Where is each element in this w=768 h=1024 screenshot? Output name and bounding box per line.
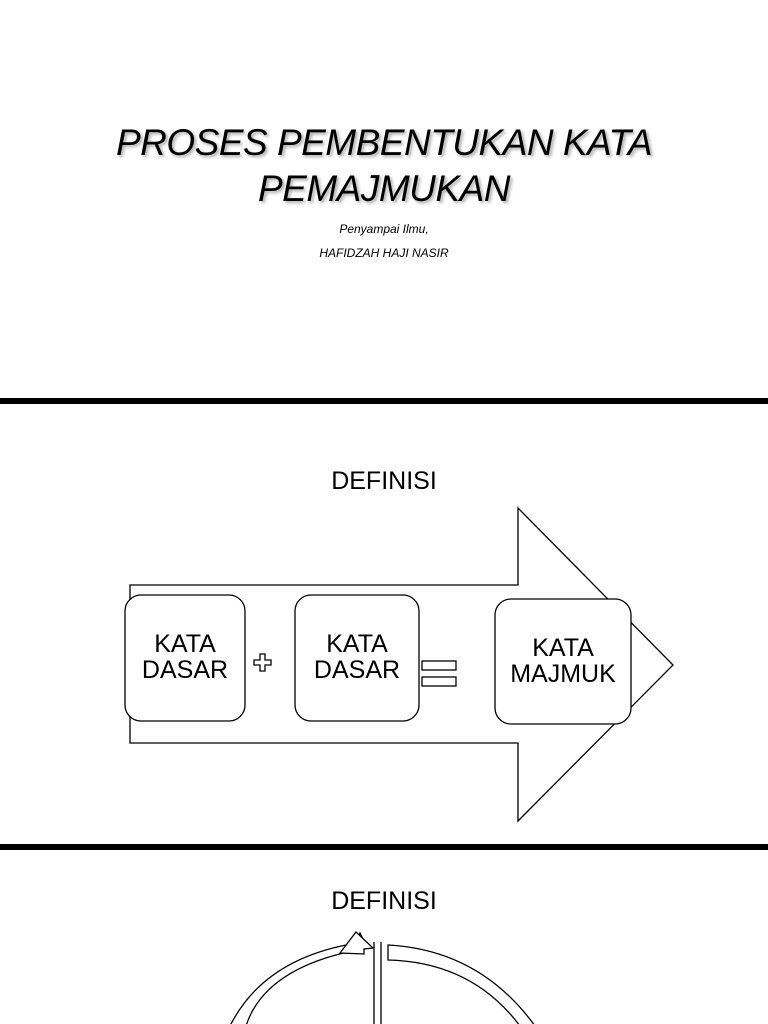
presenter-name: HAFIDZAH HAJI NASIR — [319, 246, 449, 260]
process-diagram — [0, 404, 768, 844]
box-label-kata-majmuk: KATA MAJMUK — [510, 634, 616, 688]
box-label-kata-dasar-2: KATA DASAR — [313, 630, 401, 684]
cycle-arrow-left — [230, 933, 364, 1024]
cycle-arrow-right — [388, 945, 535, 1024]
definition-slide — [0, 404, 768, 844]
title-slide — [0, 0, 768, 398]
slide-heading: DEFINISI — [331, 467, 437, 495]
box-label-kata-dasar-1: KATA DASAR — [141, 630, 229, 684]
definition-slide-2 — [0, 850, 768, 1024]
slide-title-line-1: PROSES PEMBENTUKAN KATA — [115, 122, 653, 163]
slide-title-line-2: PEMAJMUKAN — [258, 168, 510, 209]
cycle-diagram — [0, 850, 768, 1024]
presenter-label: Penyampai Ilmu, — [339, 222, 429, 236]
slide-heading: DEFINISI — [331, 887, 437, 915]
cycle-arrow-left-head — [340, 932, 373, 954]
